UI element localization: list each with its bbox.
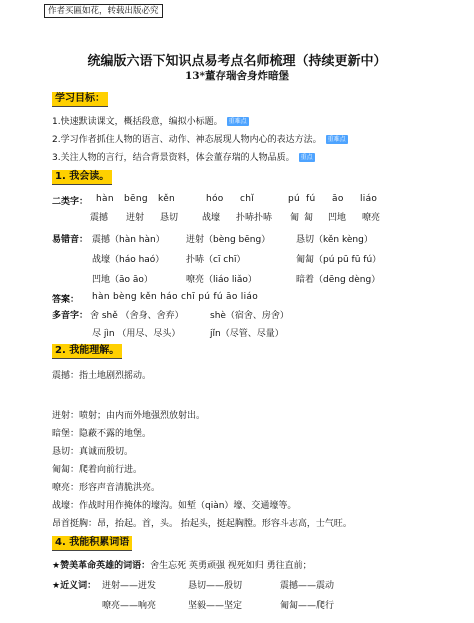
- definition-item: 昂首挺胸：昂，抬起。首，头。 抬起头，挺起胸膛。形容斗志高，士气旺。: [52, 519, 352, 529]
- answer-label: 答案：: [52, 295, 80, 305]
- pinyin: āo: [332, 194, 344, 204]
- word: 匍: [290, 213, 300, 223]
- duoyin-item: 舍 shě （舍身、舍弃）: [90, 311, 184, 321]
- definition-item: 恳切：真诚而殷切。: [52, 447, 134, 457]
- goal-tag: 重点: [300, 154, 313, 161]
- pinyin: fú: [306, 194, 316, 204]
- synonym-pair: 坚毅——坚定: [188, 601, 243, 611]
- easy-item: 嘹亮（liáo liǎo）: [186, 275, 257, 285]
- word: 迸射: [126, 213, 145, 223]
- synonym-pair: 恳切——殷切: [188, 581, 243, 591]
- easy-item: 暗着（dēng dèng）: [296, 275, 381, 285]
- definition-item: 嘹亮：形容声音清脆洪亮。: [52, 483, 161, 493]
- pinyin: liáo: [360, 194, 378, 204]
- definition-item: 匍匐：爬着向前行进。: [52, 465, 143, 475]
- goal-item: [52, 150, 315, 163]
- pinyin: bēng: [124, 194, 148, 204]
- section2-heading: 2. 我能理解。: [52, 344, 122, 359]
- answer-text: hàn bèng kěn háo chī pú fú āo liáo: [92, 292, 259, 302]
- synonym-label: ★近义词：: [52, 581, 97, 591]
- easy-item: 匍匐（pú pū fū fú）: [296, 255, 382, 265]
- pinyin: chǐ: [240, 194, 255, 204]
- word: 恳切: [160, 213, 179, 223]
- pinyin: pú: [288, 194, 301, 204]
- document-title: 统编版六语下知识点易考点名师梳理（持续更新中）: [87, 54, 387, 69]
- easy-item: 凹地（āo āo）: [92, 275, 153, 285]
- section1-heading: 1. 我会读。: [52, 170, 112, 185]
- easy-item: 恳切（kěn kèng）: [296, 235, 373, 245]
- praise-text: 舍生忘死 英勇顽强 视死如归 勇往直前；: [150, 561, 312, 571]
- pinyin: hàn: [96, 194, 114, 204]
- easy-label: 易错音：: [52, 235, 89, 245]
- erzi-label: 二类字：: [52, 197, 89, 207]
- copyright-notice: 作者买匾如花，转载出版必究: [44, 4, 163, 18]
- lesson-title: 13*董存瑞舍身炸暗堡: [184, 70, 290, 82]
- duoyin-item: jǐn（尽管、尽量）: [210, 329, 284, 339]
- duoyin-item: shè（宿舍、房舍）: [210, 311, 289, 321]
- praise-row: [52, 558, 312, 571]
- word: 匐: [304, 213, 314, 223]
- goal-text: 3.关注人物的言行，结合背景资料，体会董存瑞的人物品质。: [52, 153, 295, 163]
- synonym-pair: 匍匐——爬行: [280, 601, 335, 611]
- praise-label: ★赞美革命英雄的词语：: [52, 561, 151, 571]
- synonym-pair: 迸射——迸发: [102, 581, 157, 591]
- definition-item: 震撼：指土地剧烈摇动。: [52, 371, 152, 381]
- easy-item: 扑哧（cī chī）: [186, 255, 246, 265]
- word: 震撼: [90, 213, 109, 223]
- goal-tag: 重难点: [327, 136, 346, 143]
- easy-item: 震撼（hàn hàn）: [92, 235, 165, 245]
- synonym-pair: 嘹亮——响亮: [102, 601, 157, 611]
- word: 扑哧扑哧: [236, 213, 273, 223]
- pinyin: kěn: [158, 194, 176, 204]
- definition-item: 迸射：喷射；由内而外地强烈放射出。: [52, 411, 206, 421]
- easy-item: 迸射（bèng bēng）: [186, 235, 271, 245]
- word: 战壕: [202, 213, 221, 223]
- goals-heading: 学习目标：: [52, 92, 108, 107]
- duoyin-item: 尽 jìn （用尽、尽头）: [92, 329, 181, 339]
- definition-item: 战壕：作战时用作掩体的壕沟。如堑（qiàn）壕、交通壕等。: [52, 501, 297, 511]
- goal-item: [52, 132, 348, 145]
- synonym-pair: 震撼——震动: [280, 581, 335, 591]
- duoyin-label: 多音字：: [52, 311, 89, 321]
- goal-tag: 重难点: [228, 118, 247, 125]
- definition-item: 暗堡：隐蔽不露的地堡。: [52, 429, 152, 439]
- pinyin: hóo: [206, 194, 224, 204]
- goal-text: 2.学习作者抓住人物的语言、动作、神态展现人物内心的表达方法。: [52, 135, 322, 145]
- section4-heading: 4. 我能积累词语: [52, 536, 132, 551]
- word: 凹地: [328, 213, 347, 223]
- easy-item: 战壕（háo haó）: [92, 255, 165, 265]
- goal-text: 1.快速默读课文，概括段意，编拟小标题。: [52, 117, 223, 127]
- goal-item: [52, 114, 249, 127]
- word: 嘹亮: [362, 213, 381, 223]
